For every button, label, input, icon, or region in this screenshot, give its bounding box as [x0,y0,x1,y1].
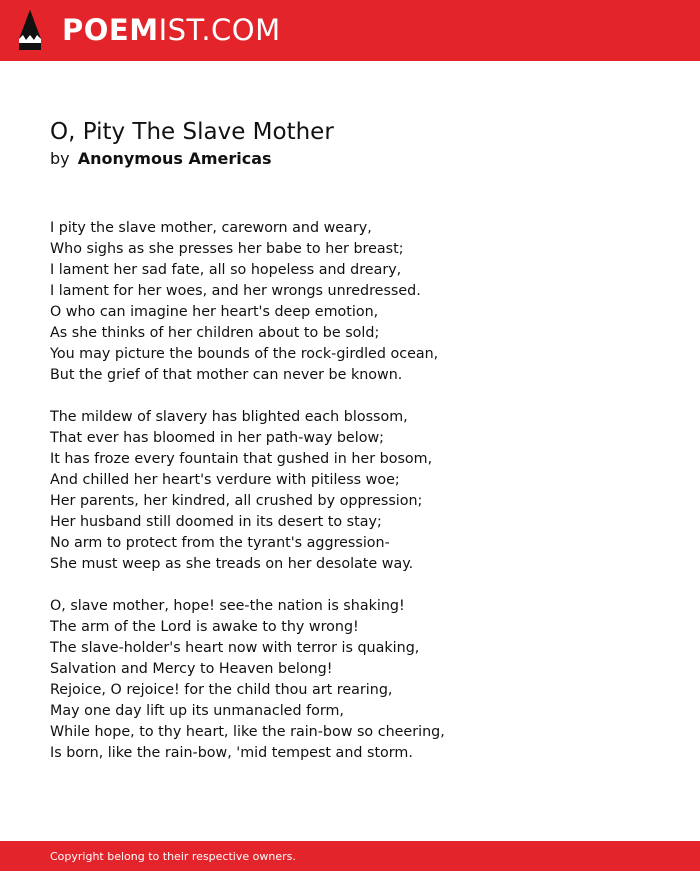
poem-line: Salvation and Mercy to Heaven belong! [50,661,333,677]
poem-line: Her husband still doomed in its desert to stay; [50,514,382,530]
poem-line: The arm of the Lord is awake to thy wrong! [50,619,359,635]
poem-line: She must weep as she treads on her desolate way. [50,556,414,572]
poem-line: But the grief of that mother can never be known. [50,367,403,383]
poem-line: Who sighs as she presses her babe to her breast; [50,241,404,257]
by-prefix: by [50,149,70,168]
stanza [50,407,650,575]
poem-line: It has froze every fountain that gushed in her bosom, [50,451,433,467]
poem-line: I lament for her woes, and her wrongs unredressed. [50,283,421,299]
poem-line: No arm to protect from the tyrant's aggression- [50,535,390,551]
poem-line: And chilled her heart's verdure with pitiless woe; [50,472,400,488]
poem-line: That ever has bloomed in her path-way below; [50,430,384,446]
stanza [50,596,650,764]
poem-line: Is born, like the rain-bow, 'mid tempest and storm. [50,745,413,761]
poem-line: I lament her sad fate, all so hopeless and dreary, [50,262,402,278]
poem-line: While hope, to thy heart, like the rain-bow so cheering, [50,724,445,740]
logo-bold-text: POEM [62,13,159,47]
copyright-text: Copyright belong to their respective owners. [50,850,296,863]
logo-light-text: IST.COM [158,13,281,47]
site-header [0,0,700,61]
poem-line: O, slave mother, hope! see-the nation is shaking! [50,598,405,614]
poem-line: Her parents, her kindred, all crushed by oppression; [50,493,423,509]
stanza [50,218,650,386]
site-logo[interactable] [62,12,281,48]
poem-line: May one day lift up its unmanacled form, [50,703,344,719]
poem-line: You may picture the bounds of the rock-girdled ocean, [50,346,439,362]
poem-line: I pity the slave mother, careworn and weary, [50,220,372,236]
poem-title: O, Pity The Slave Mother [50,119,334,145]
byline [50,148,272,170]
site-footer [0,841,700,871]
poem-line: Rejoice, O rejoice! for the child thou art rearing, [50,682,393,698]
poem-line: The mildew of slavery has blighted each blossom, [50,409,408,425]
poem-line: The slave-holder's heart now with terror is quaking, [50,640,420,656]
poem-body [50,218,650,785]
author-name[interactable]: Anonymous Americas [77,149,272,168]
poem-line: As she thinks of her children about to be sold; [50,325,380,341]
pencil-icon [17,9,43,51]
poem-line: O who can imagine her heart's deep emotion, [50,304,379,320]
